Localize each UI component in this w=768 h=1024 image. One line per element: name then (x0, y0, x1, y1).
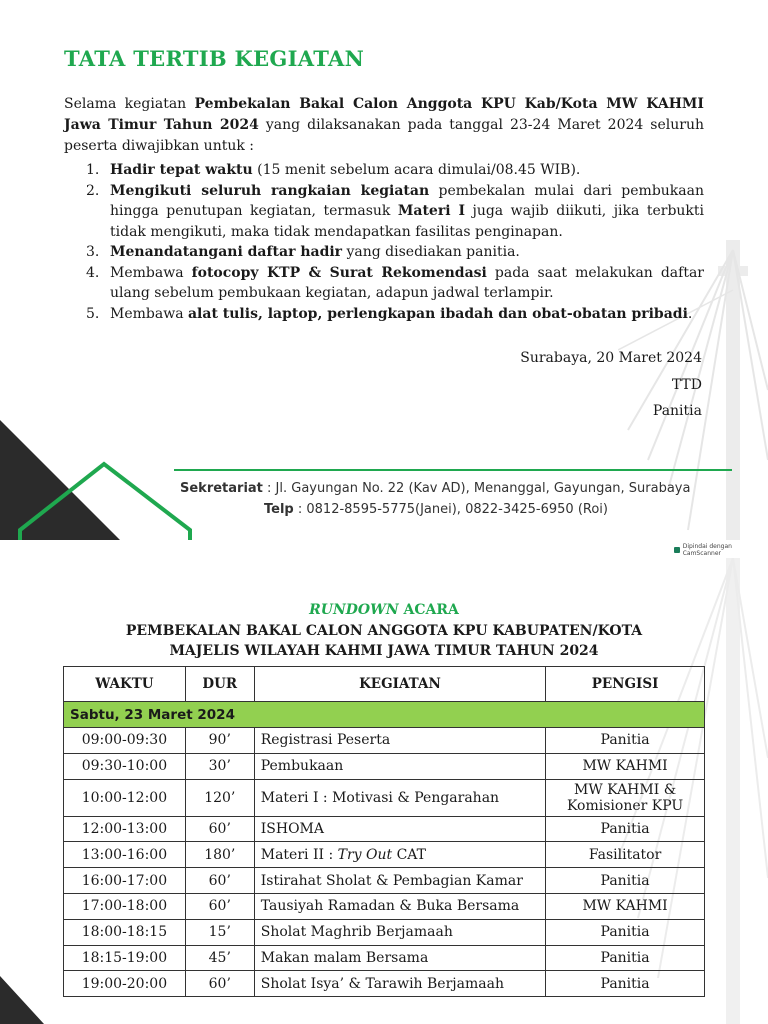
cell-dur: 60’ (185, 868, 254, 894)
cell-waktu: 12:00-13:00 (64, 816, 186, 842)
cell-kegiatan (254, 842, 545, 868)
cell-kegiatan: Registrasi Peserta (254, 728, 545, 754)
cell-dur: 15’ (185, 919, 254, 945)
table-row (64, 842, 705, 868)
footer-divider (174, 469, 732, 471)
cell-kegiatan: Makan malam Bersama (254, 945, 545, 971)
cell-kegiatan: Tausiyah Ramadan & Buka Bersama (254, 893, 545, 919)
cell-kegiatan: Sholat Maghrib Berjamaah (254, 919, 545, 945)
cell-pengisi: Panitia (546, 945, 705, 971)
rule-number: 5. (86, 305, 100, 322)
cell-dur: 90’ (185, 728, 254, 754)
cell-waktu: 18:00-18:15 (64, 919, 186, 945)
cell-pengisi: Panitia (546, 868, 705, 894)
rule-text: yang disediakan panitia. (342, 244, 520, 260)
header-kegiatan: KEGIATAN (254, 667, 545, 702)
table-row (64, 816, 705, 842)
cell-kegiatan: Materi I : Motivasi & Pengarahan (254, 779, 545, 816)
table-row (64, 728, 705, 754)
rule-item (64, 160, 704, 181)
corner-roof-decoration-icon (0, 418, 200, 540)
cell-dur: 180’ (185, 842, 254, 868)
corner-triangle-decoration-icon (0, 964, 60, 1024)
rule-bold: alat tulis, laptop, perlengkapan ibadah dan obat-obatan pribadi (187, 305, 688, 322)
rule-bold: fotocopy KTP & Surat Rekomendasi (191, 264, 487, 281)
table-row (64, 753, 705, 779)
rule-number: 4. (86, 264, 100, 281)
rule-number: 1. (86, 162, 100, 178)
rundown-italic: RUNDOWN (309, 602, 399, 618)
signature-ttd: TTD (671, 376, 702, 393)
cell-kegiatan: ISHOMA (254, 816, 545, 842)
header-pengisi: PENGISI (546, 667, 705, 702)
scanner-watermark (674, 543, 768, 557)
signature-signer: Panitia (652, 403, 702, 419)
rule-text: Membawa (110, 305, 188, 322)
intro-paragraph (64, 94, 704, 157)
table-row (64, 919, 705, 945)
table-row (64, 893, 705, 919)
cell-waktu: 16:00-17:00 (64, 868, 186, 894)
table-row (64, 945, 705, 971)
rule-item (64, 242, 704, 263)
pengisi-line-2: Komisioner KPU (566, 797, 684, 814)
rundown-title (0, 602, 768, 618)
rule-text: . (687, 305, 693, 322)
cell-pengisi: MW KAHMI (546, 893, 705, 919)
cell-kegiatan: Pembukaan (254, 753, 545, 779)
cell-pengisi: Panitia (546, 728, 705, 754)
phone-value: : 0812-8595-5775(Janei), 0822-3425-6950 (Roi) (293, 502, 608, 517)
cell-pengisi: Panitia (546, 919, 705, 945)
kegiatan-pre: Materi II : (260, 846, 338, 863)
phone-label: Telp (264, 502, 294, 517)
signature-place-date: Surabaya, 20 Maret 2024 (520, 350, 702, 366)
header-waktu: WAKTU (64, 667, 186, 702)
page-2 (0, 558, 768, 1024)
rule-item (64, 263, 704, 304)
rules-list (64, 160, 704, 324)
cell-pengisi: Panitia (546, 971, 705, 997)
rundown-subtitle-2: MAJELIS WILAYAH KAHMI JAWA TIMUR TAHUN 2024 (169, 643, 599, 659)
intro-event-name: Pembekalan Bakal Calon Anggota KPU Kab/Kota MW KAHMI Jawa Timur Tahun 2024 (64, 96, 704, 133)
signature-block (520, 345, 702, 425)
cell-waktu: 09:30-10:00 (64, 753, 186, 779)
intro-post: yang dilaksanakan pada tanggal 23-24 Maret 2024 seluruh peserta diwajibkan untuk : (64, 117, 704, 154)
cell-dur: 45’ (185, 945, 254, 971)
cell-waktu: 13:00-16:00 (64, 842, 186, 868)
footer-secretariat (180, 478, 740, 499)
cell-kegiatan: Istirahat Sholat & Pembagian Kamar (254, 868, 545, 894)
cell-dur: 120’ (185, 779, 254, 816)
rule-bold: Mengikuti seluruh rangkaian kegiatan (110, 182, 430, 199)
cell-dur: 60’ (185, 971, 254, 997)
rule-bold: Materi I (397, 203, 465, 219)
cell-pengisi (546, 779, 705, 816)
cell-waktu: 18:15-19:00 (64, 945, 186, 971)
rule-text: Membawa (110, 264, 192, 281)
table-row (64, 868, 705, 894)
rule-text: pembekalan mulai dari pembukaan hingga penutupan kegiatan, termasuk (110, 182, 704, 219)
day-row (64, 702, 705, 728)
rundown-subtitle-1: PEMBEKALAN BAKAL CALON ANGGOTA KPU KABUPATEN/KOTA (125, 623, 643, 639)
header-dur: DUR (185, 667, 254, 702)
secretariat-label: Sekretariat (180, 481, 263, 496)
rule-item (64, 181, 704, 243)
camscanner-icon (674, 547, 680, 553)
page-title: TATA TERTIB KEGIATAN (64, 46, 365, 71)
schedule-table (63, 666, 705, 997)
intro-pre: Selama kegiatan (64, 96, 195, 112)
rule-number: 2. (86, 182, 100, 199)
day-label: Sabtu, 23 Maret 2024 (64, 702, 705, 728)
table-row (64, 971, 705, 997)
rule-text: (15 menit sebelum acara dimulai/08.45 WIB). (252, 162, 581, 178)
rule-text: juga wajib diikuti, jika terbukti tidak mengikuti, maka tidak mendapatkan fasilitas penginapan. (110, 203, 705, 240)
table-row (64, 779, 705, 816)
cell-waktu: 19:00-20:00 (64, 971, 186, 997)
cell-pengisi: Panitia (546, 816, 705, 842)
scanner-text: Dipindai dengan CamScanner (682, 543, 732, 557)
rule-bold: Menandatangani daftar hadir (110, 244, 343, 260)
cell-waktu: 09:00-09:30 (64, 728, 186, 754)
page-gap (0, 540, 768, 558)
cell-dur: 60’ (185, 893, 254, 919)
cell-pengisi: Fasilitator (546, 842, 705, 868)
cell-pengisi: MW KAHMI (546, 753, 705, 779)
footer (180, 478, 740, 520)
cell-dur: 30’ (185, 753, 254, 779)
cell-dur: 60’ (185, 816, 254, 842)
secretariat-value: : Jl. Gayungan No. 22 (Kav AD), Menanggal, Gayungan, Surabaya (262, 481, 691, 496)
table-header-row (64, 667, 705, 702)
rule-text: pada saat melakukan daftar ulang sebelum pembukaan kegiatan, adapun jadwal terlampir. (110, 264, 705, 301)
pengisi-line-1: MW KAHMI & (574, 781, 677, 798)
cell-waktu: 17:00-18:00 (64, 893, 186, 919)
rundown-rest: ACARA (398, 602, 459, 618)
cell-kegiatan: Sholat Isya’ & Tarawih Berjamaah (254, 971, 545, 997)
footer-phone (180, 499, 740, 520)
cell-waktu: 10:00-12:00 (64, 779, 186, 816)
kegiatan-italic: Try Out (337, 846, 393, 863)
rule-item (64, 304, 704, 325)
rule-number: 3. (86, 244, 100, 260)
kegiatan-post: CAT (392, 846, 426, 863)
rule-bold: Hadir tepat waktu (110, 162, 253, 178)
